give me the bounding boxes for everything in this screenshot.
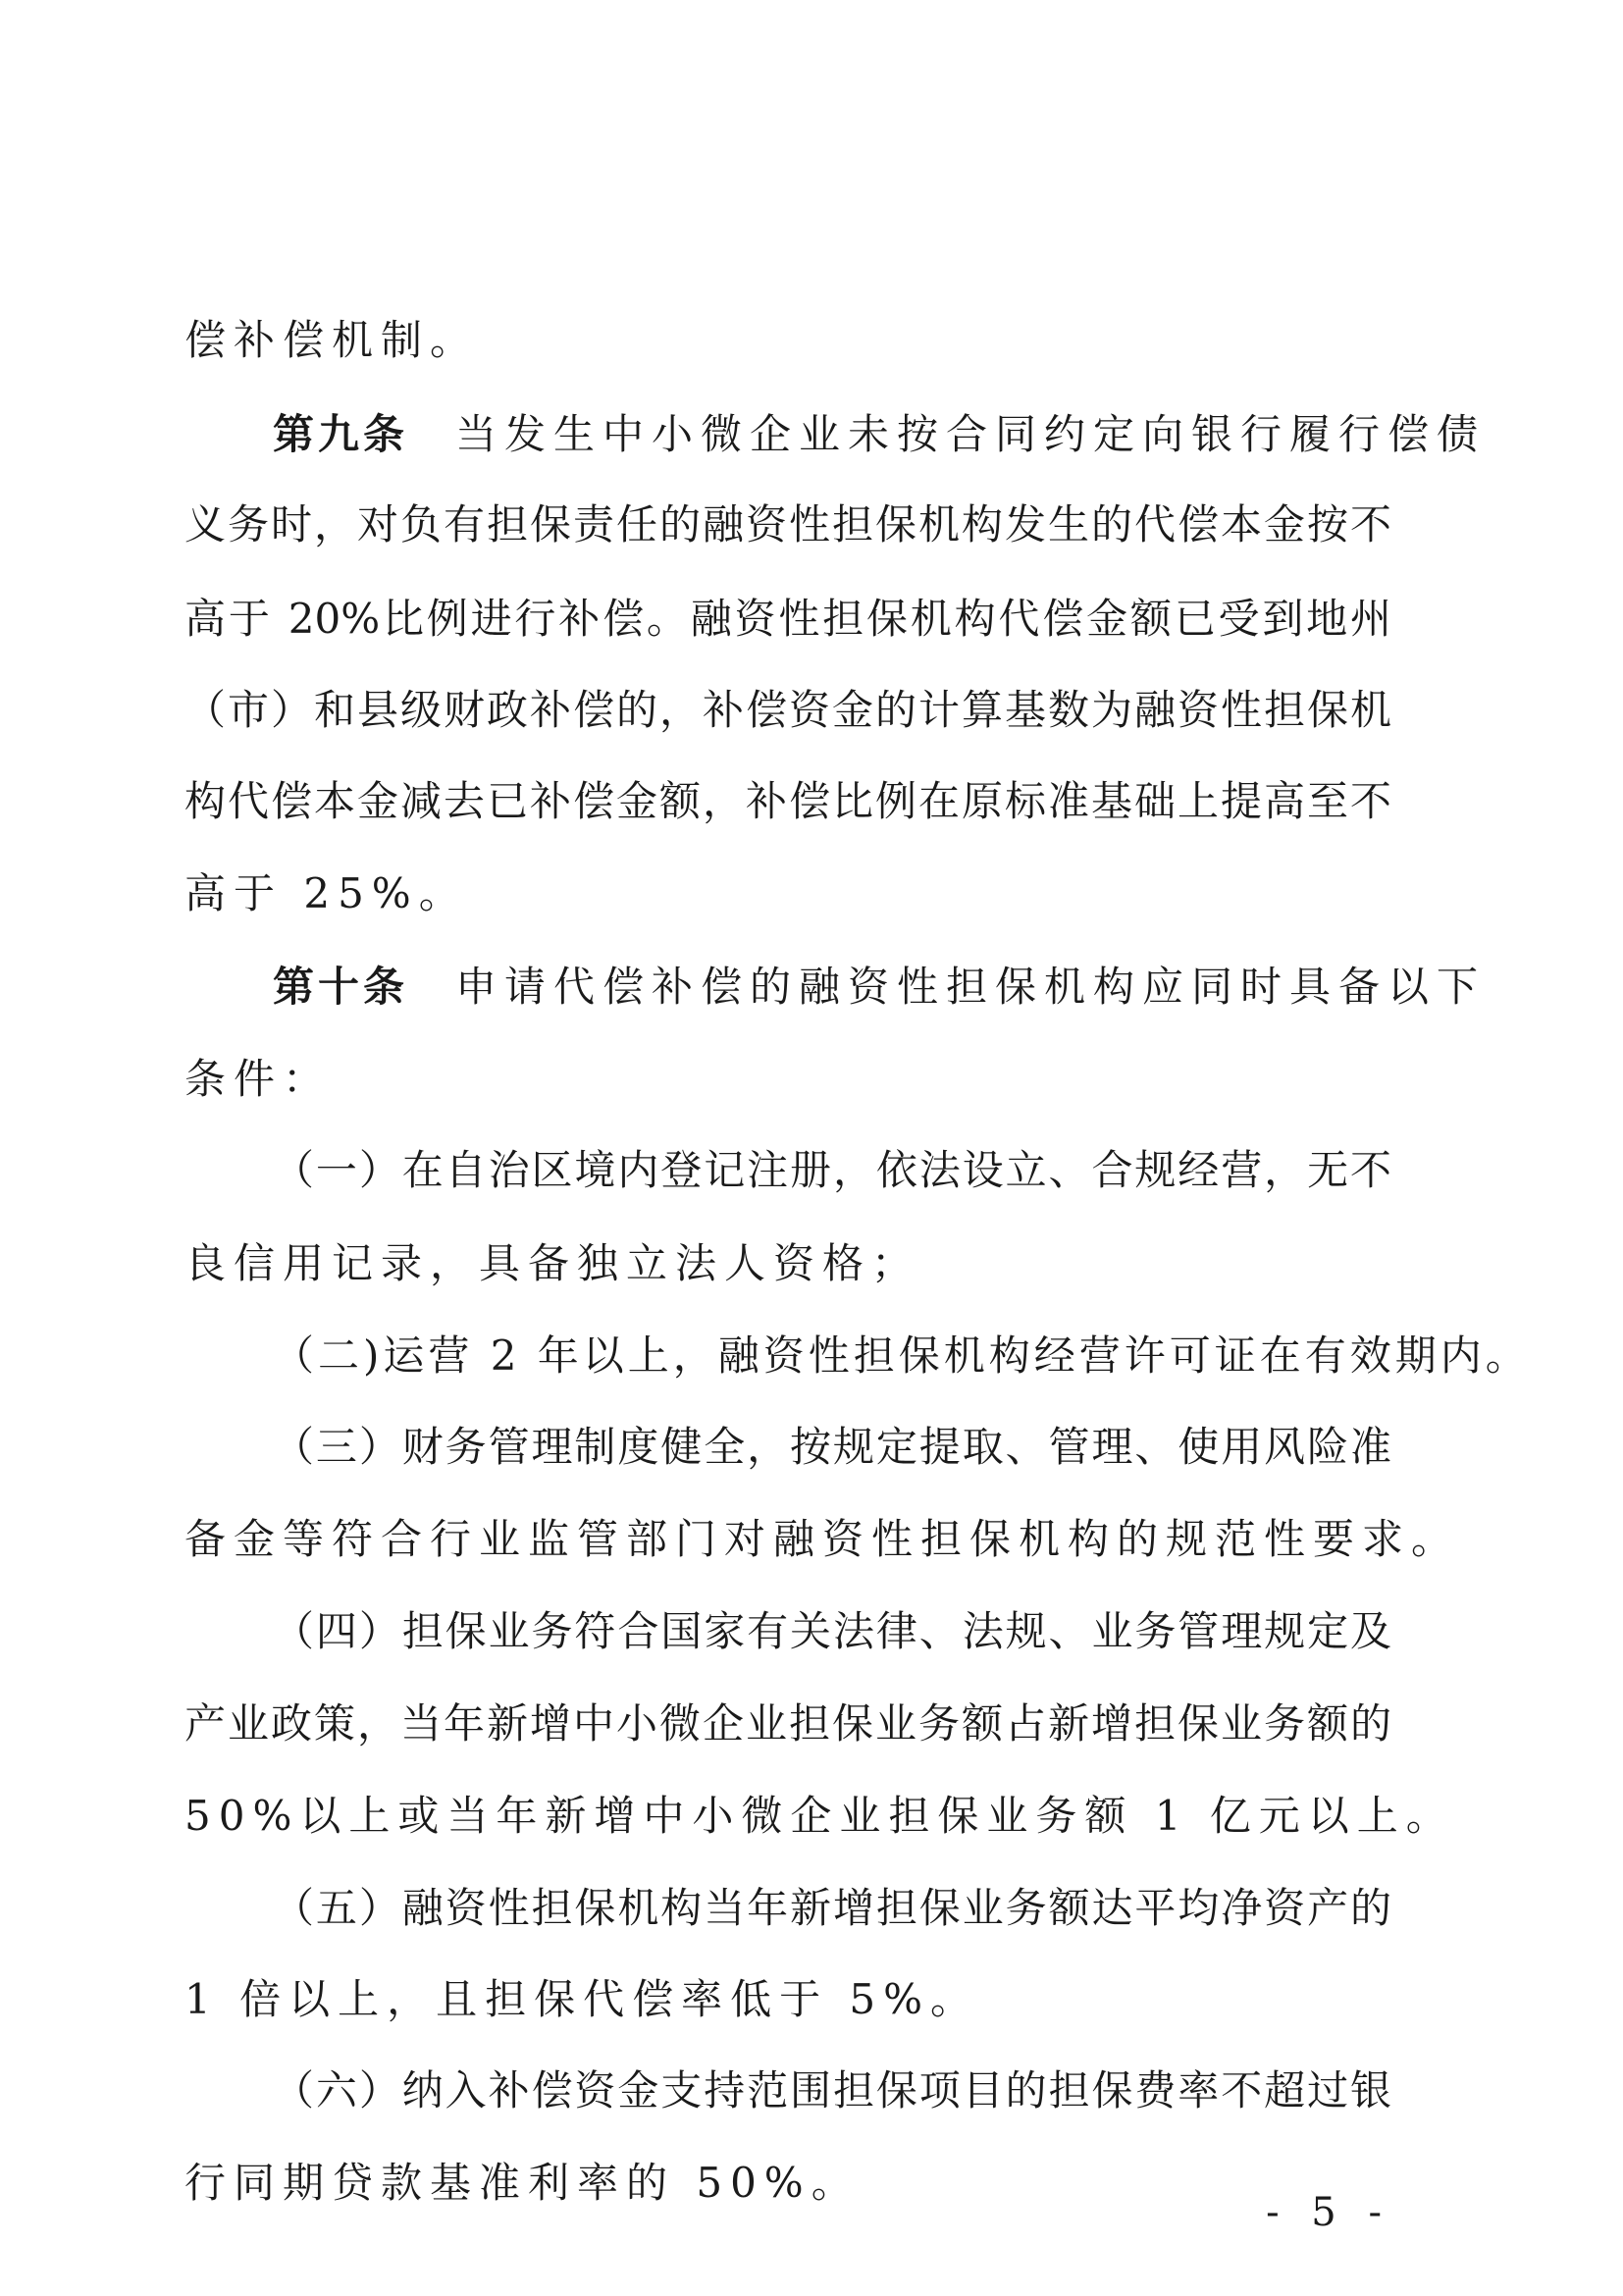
- text-line: （三）财务管理制度健全，按规定提取、管理、使用风险准: [273, 1423, 1391, 1471]
- text-line: 50%以上或当年新增中小微企业担保业务额 1 亿元以上。: [184, 1792, 1455, 1840]
- article-10-heading: 第十条: [273, 963, 409, 1011]
- text-line: 当发生中小微企业未按合同约定向银行履行偿债: [455, 410, 1487, 458]
- text-line: （二)运营 2 年以上，融资性担保机构经营许可证在有效期内。: [273, 1331, 1531, 1380]
- article-9-line: [273, 410, 1487, 458]
- text-line: 构代偿本金减去已补偿金额，补偿比例在原标准基础上提高至不: [184, 777, 1391, 825]
- text-line: 行同期贷款基准利率的 50%。: [184, 2159, 861, 2207]
- article-9-heading: 第九条: [273, 410, 409, 458]
- text-line: 申请代偿补偿的融资性担保机构应同时具备以下: [455, 963, 1487, 1011]
- text-line: 备金等符合行业监管部门对融资性担保机构的规范性要求。: [184, 1515, 1461, 1563]
- text-line: 偿补偿机制。: [184, 316, 480, 364]
- text-line: 高于 20%比例进行补偿。融资性担保机构代偿金额已受到地州: [184, 595, 1391, 643]
- text-line: （六）纳入补偿资金支持范围担保项目的担保费率不超过银: [273, 2066, 1391, 2114]
- text-line: 产业政策，当年新增中小微企业担保业务额占新增担保业务额的: [184, 1699, 1391, 1748]
- text-line: 义务时，对负有担保责任的融资性担保机构发生的代偿本金按不: [184, 500, 1391, 548]
- text-line: （五）融资性担保机构当年新增担保业务额达平均净资产的: [273, 1884, 1391, 1932]
- text-line: 良信用记录，具备独立法人资格；: [184, 1239, 921, 1287]
- text-line: 高于 25%。: [184, 869, 468, 917]
- text-line: （四）担保业务符合国家有关法律、法规、业务管理规定及: [273, 1607, 1391, 1655]
- text-line: （市）和县级财政补偿的，补偿资金的计算基数为融资性担保机: [184, 686, 1391, 734]
- text-line: 1 倍以上，且担保代偿率低于 5%。: [184, 1975, 980, 2023]
- article-10-line: [273, 963, 1487, 1011]
- text-line: 条件：: [184, 1055, 333, 1103]
- page-number: - 5 -: [1266, 2190, 1391, 2235]
- text-line: （一）在自治区境内登记注册，依法设立、合规经营，无不: [273, 1146, 1391, 1194]
